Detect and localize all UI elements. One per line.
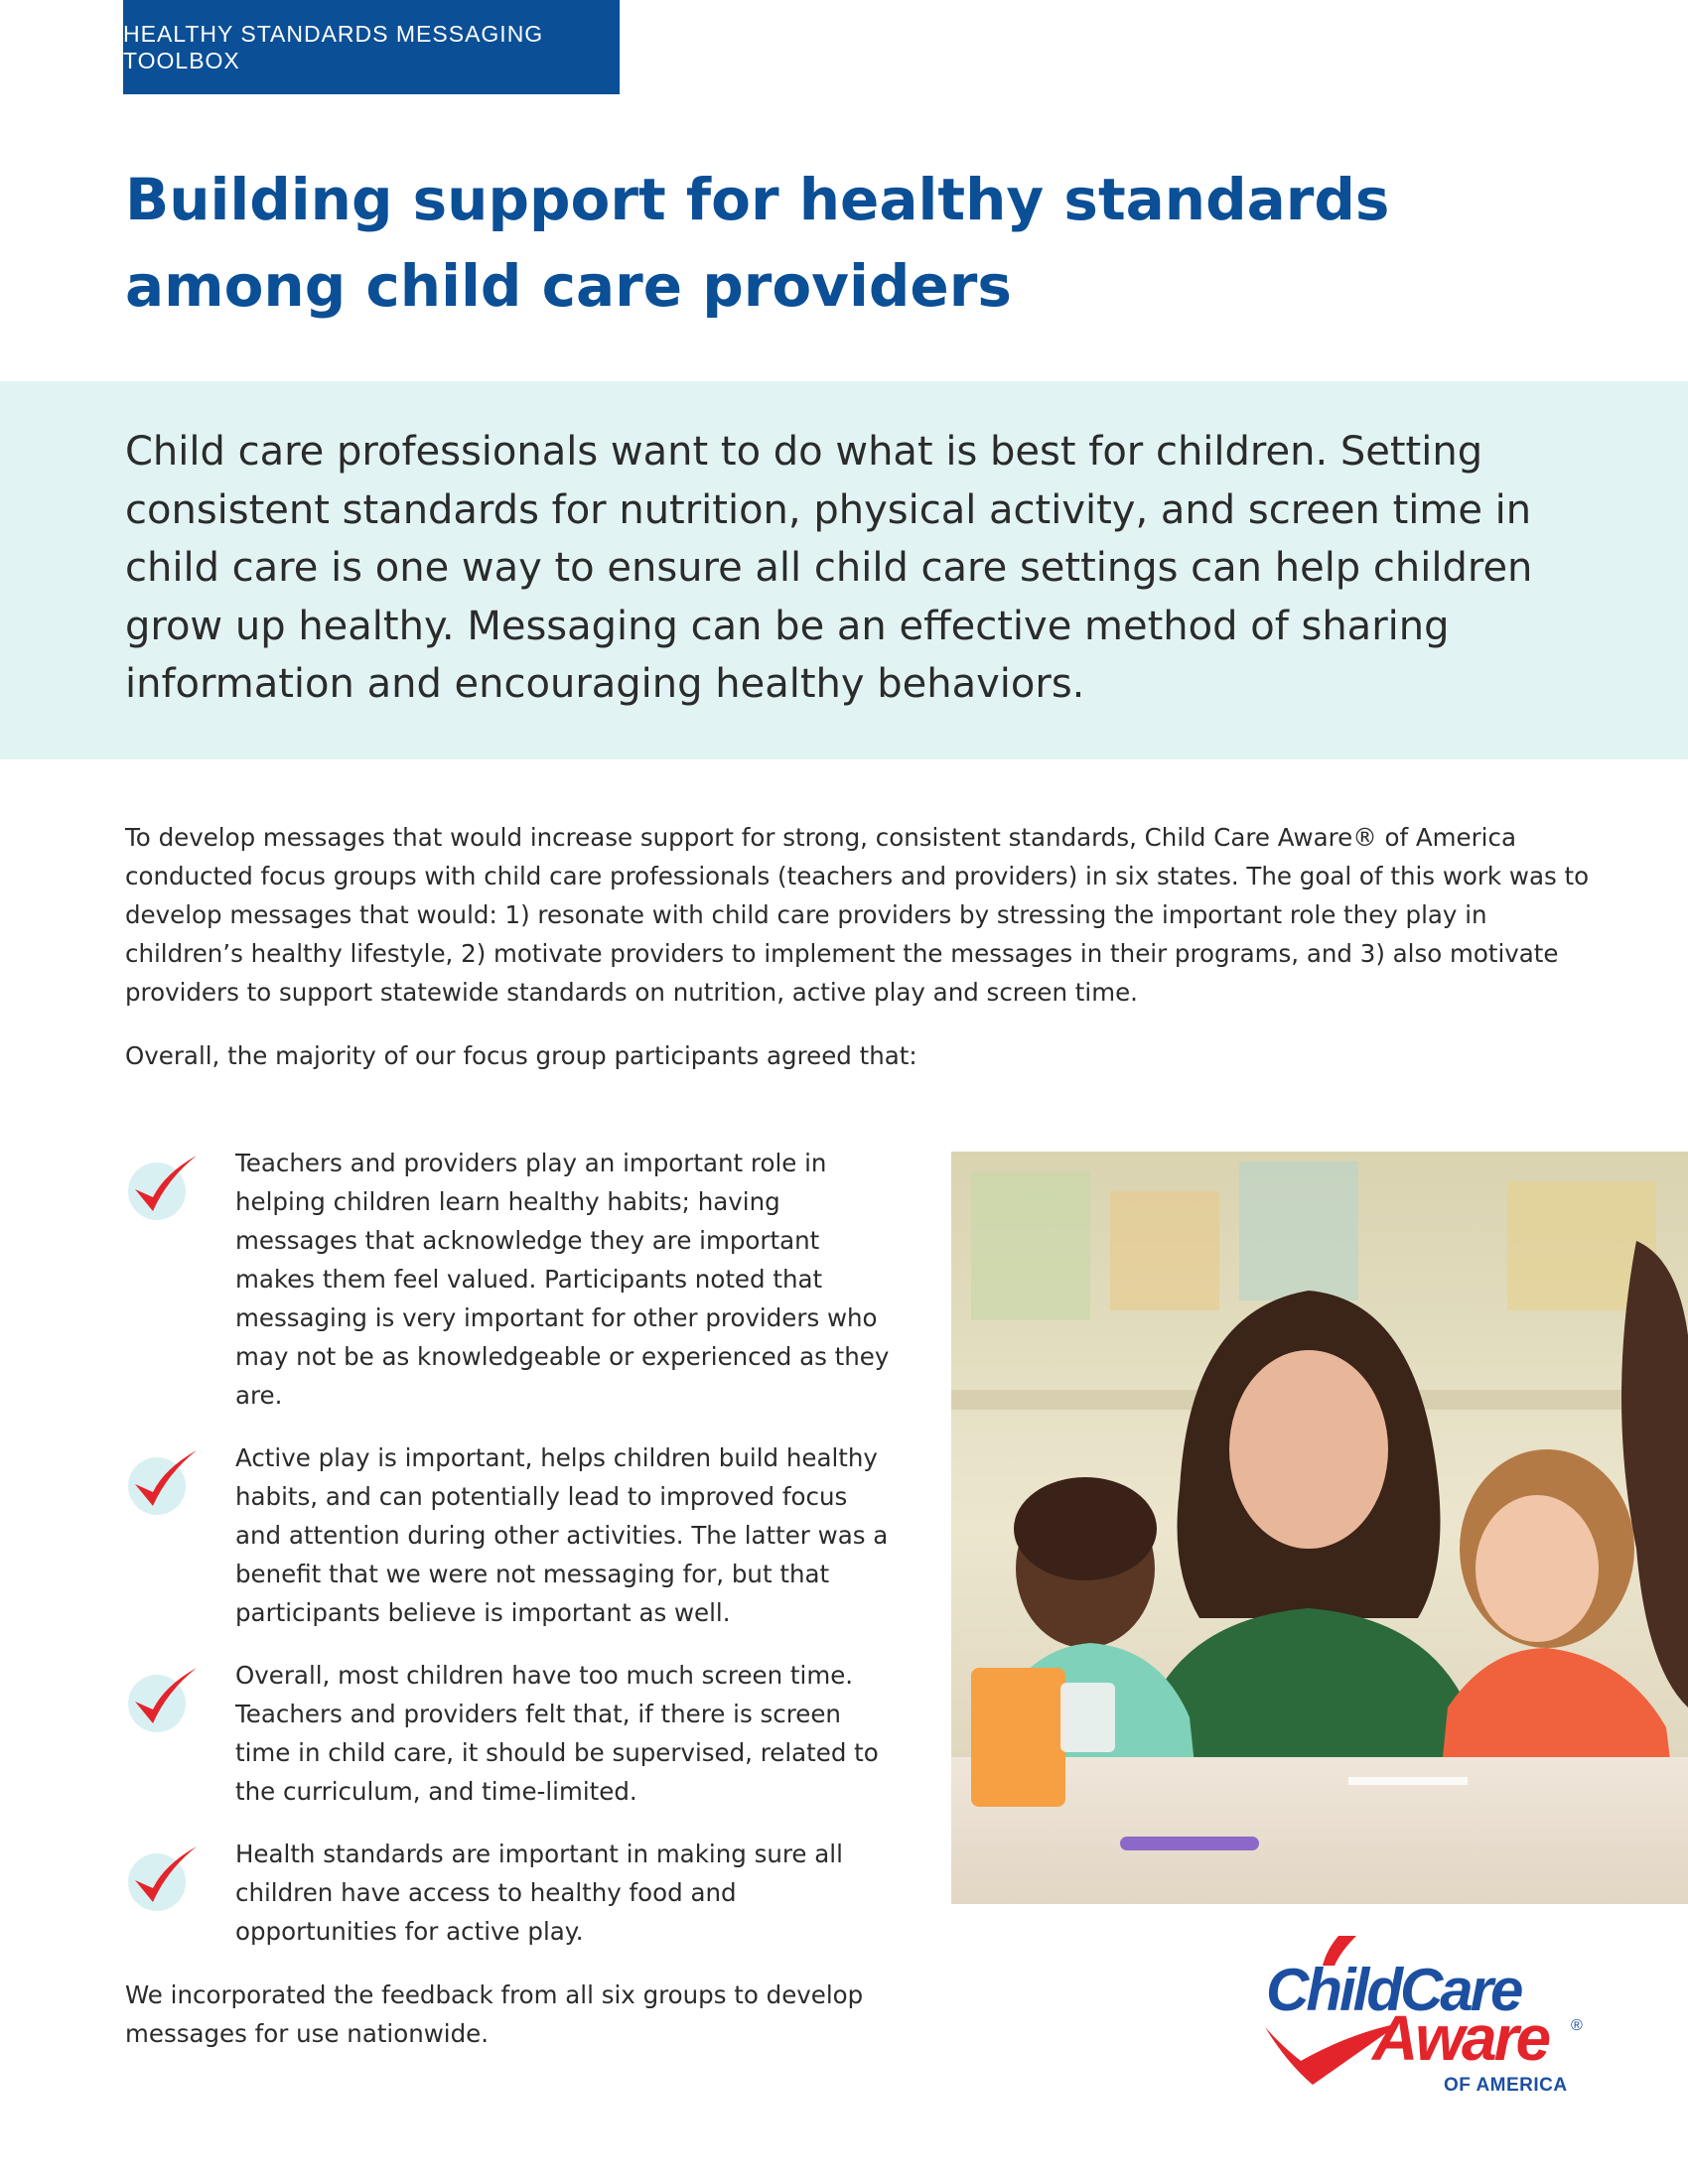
logo-of-america-text: OF AMERICA: [1444, 2075, 1568, 2096]
finding-text: Active play is important, helps children build healthy habits, and can potentially lead to improved focus and attention during other activities. The latter was a benefit that we were not messaging for, but that participants believe is important as well.: [235, 1443, 889, 1627]
classroom-photo: [951, 1152, 1688, 1904]
checkmark-icon: [123, 1444, 203, 1524]
findings-list: [123, 1144, 898, 1951]
finding-text: Health standards are important in making sure all children have access to healthy food and opportunities for active play.: [235, 1840, 843, 1946]
closing-paragraph: We incorporated the feedback from all six groups to develop messages for use nationwide.: [125, 1980, 864, 2048]
checkmark-icon: [123, 1841, 203, 1920]
logo-childcare-text: ChildCare: [1266, 1957, 1521, 2023]
page-title: Building support for healthy standards among child care providers: [125, 166, 1390, 320]
finding-item: [123, 1438, 898, 1632]
child-care-aware-logo: [1261, 1936, 1599, 2110]
checkmark-icon: [123, 1150, 203, 1229]
logo-registered-mark: ®: [1571, 2017, 1583, 2034]
finding-item: [123, 1835, 898, 1951]
intro-lead: Child care professionals want to do what is best for children. Setting consistent standards for nutrition, physical activity, and screen time in child care is one way to ensure all child care settings can help children grow up healthy. Messaging can be an effective method of sharing information and encouraging healthy behaviors.: [125, 429, 1533, 707]
checkmark-icon: [123, 1662, 203, 1741]
body-paragraph-1: To develop messages that would increase support for strong, consistent standards, Child Care Aware® of America conducted focus groups with child care professionals (teachers and providers) in six states. The goal of this work was to develop messages that would: 1) resonate with child care providers by stressing the important role they play in children’s healthy lifestyle, 2) motivate providers to implement the messages in their programs, and 3) also motivate providers to support statewide standards on nutrition, active play and screen time.: [125, 823, 1590, 1007]
logo-aware-text: Aware: [1372, 2002, 1549, 2074]
body-paragraph-2: Overall, the majority of our focus group participants agreed that:: [125, 1041, 917, 1070]
finding-text: Teachers and providers play an important role in helping children learn healthy habits; having messages that acknowledge they are important makes them feel valued. Participants noted that messaging is very important for other providers who may not be as knowledgeable or experienced as they are.: [235, 1149, 890, 1410]
toolbox-tag: HEALTHY STANDARDS MESSAGING TOOLBOX: [123, 0, 620, 94]
finding-text: Overall, most children have too much screen time. Teachers and providers felt that, if there is screen time in child care, it should be supervised, related to the curriculum, and time-limited.: [235, 1661, 879, 1806]
finding-item: [123, 1144, 898, 1415]
finding-item: [123, 1656, 898, 1811]
